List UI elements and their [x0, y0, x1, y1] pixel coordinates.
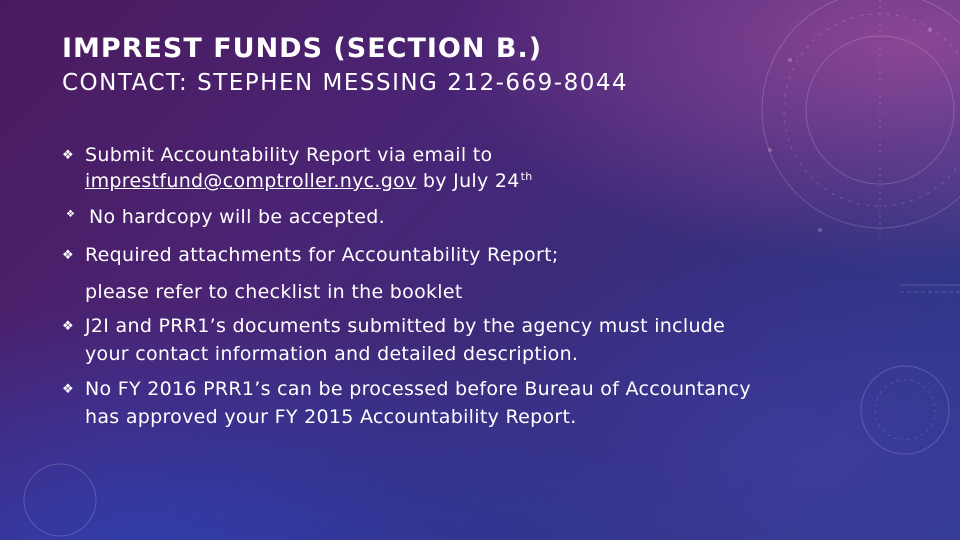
- bullet-required-attachments-line1: Required attachments for Accountability Report;: [85, 244, 559, 266]
- bullet-fy2016-line2: has approved your FY 2015 Accountability Report.: [85, 406, 577, 428]
- diamond-bullet-small-icon: ❖: [66, 209, 75, 220]
- bullet-fy2016-line1: No FY 2016 PRR1’s can be processed before Bureau of Accountancy: [85, 378, 751, 400]
- bullet-submit-report-line2: [85, 168, 533, 194]
- bullet-submit-report-line1: Submit Accountability Report via email to: [85, 144, 493, 166]
- ordinal-suffix: th: [520, 170, 533, 183]
- diamond-bullet-icon: ❖: [62, 248, 74, 263]
- deadline-text: by July 24: [416, 170, 520, 192]
- bullet-no-hardcopy: No hardcopy will be accepted.: [89, 206, 385, 228]
- slide-subtitle-contact: CONTACT: STEPHEN MESSING 212-669-8044: [62, 70, 629, 96]
- bullet-required-attachments-line2: please refer to checklist in the booklet: [85, 281, 463, 303]
- diamond-bullet-icon: ❖: [62, 319, 74, 334]
- bullet-j2i-prr1-line2: your contact information and detailed description.: [85, 343, 579, 365]
- email-link[interactable]: imprestfund@comptroller.nyc.gov: [85, 170, 417, 192]
- bullet-j2i-prr1-line1: J2I and PRR1’s documents submitted by the agency must include: [85, 315, 726, 337]
- diamond-bullet-icon: ❖: [62, 382, 74, 397]
- slide-title: IMPREST FUNDS (SECTION B.): [62, 33, 543, 64]
- diamond-bullet-icon: ❖: [62, 148, 74, 163]
